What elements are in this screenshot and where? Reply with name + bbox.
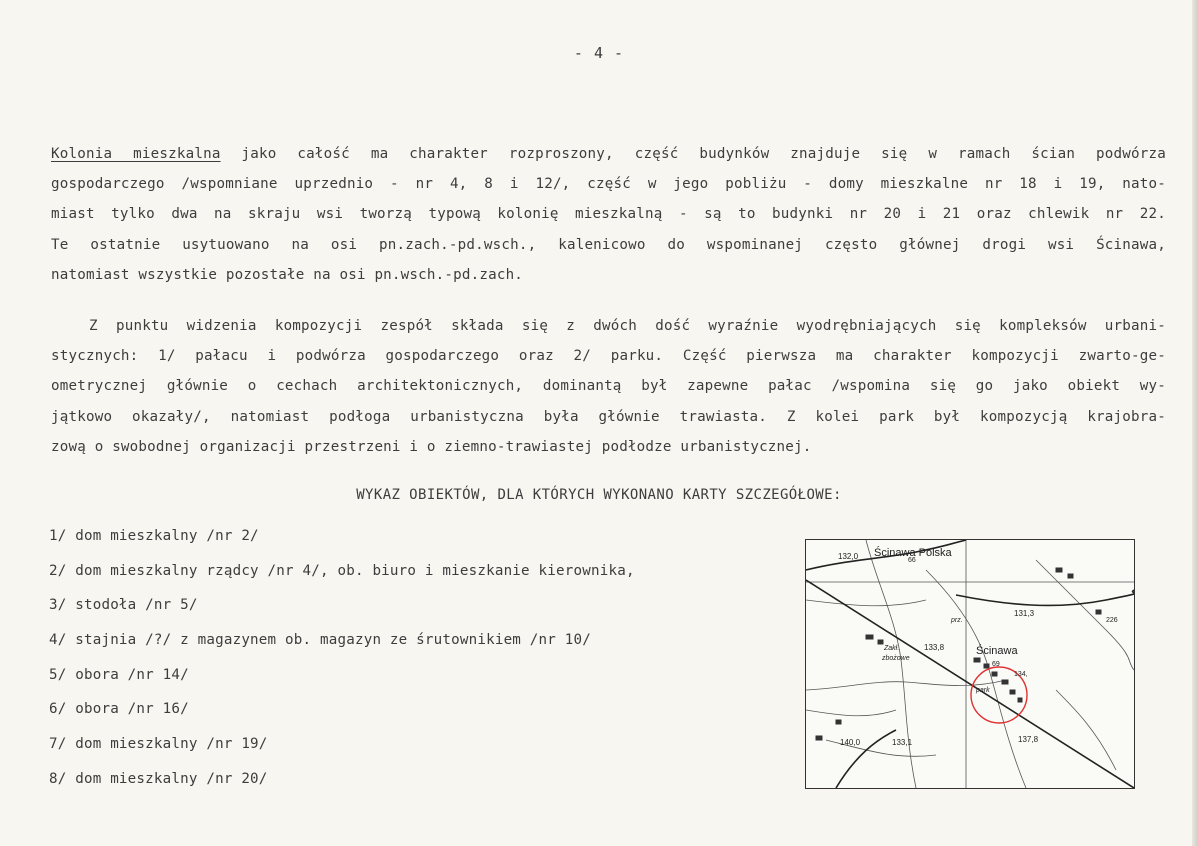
list-item: 4/ stajnia /?/ z magazynem ob. magazyn ze śrutownikiem /nr 10/ (49, 632, 591, 649)
paragraph-composition (51, 311, 1166, 462)
map-label: 140,0 (840, 738, 861, 747)
map-label: prz. (951, 617, 963, 624)
map-label: 132,0 (838, 552, 859, 561)
list-item: 3/ stodoła /nr 5/ (49, 597, 198, 614)
paragraph-line: Z punktu widzenia kompozycji zespół składa się z dwóch dość wyraźnie wyodrębniających się kompleksów urbani- (89, 318, 1166, 334)
page-number: - 4 - (573, 44, 625, 62)
map-label: 137,8 (1018, 735, 1039, 744)
list-item: 8/ dom mieszkalny /nr 20/ (49, 770, 268, 787)
paragraph-line: gospodarczego /wspomniane uprzednio - nr 4, 8 i 12/, część w jego pobliżu - domy mieszkalne nr 18 i 19, nato- (51, 176, 1166, 193)
map-label: Ścinawa Polska (874, 547, 952, 559)
map-label: 131,3 (1014, 609, 1035, 618)
paragraph-line: miast tylko dwa na skraju wsi tworzą typową kolonię mieszkalną - są to budynki nr 20 i 21 oraz chlewik nr 22. (51, 206, 1166, 223)
map-label: Ścinawa (976, 645, 1018, 657)
paragraph-line: Kolonia mieszkalna jako całość ma charakter rozproszony, część budynków znajduje się w ramach ścian podwórza (51, 146, 1166, 162)
list-item: 7/ dom mieszkalny /nr 19/ (49, 736, 268, 753)
paragraph-line: Te ostatnie usytuowano na osi pn.zach.-pd.wsch., kalenicowo do wspominanej często głównej drogi wsi Ścinawa, (51, 236, 1166, 253)
list-item: 2/ dom mieszkalny rządcy /nr 4/, ob. biuro i mieszkanie kierownika, (49, 562, 635, 579)
map-label: 133,8 (924, 643, 945, 652)
map-label: 226 (1106, 617, 1118, 624)
map-label: Zakł. (884, 645, 900, 652)
list-item: 5/ obora /nr 14/ (49, 666, 189, 683)
location-map (805, 539, 1135, 789)
map-label: 66 (908, 557, 916, 564)
map-label: 134, (1014, 671, 1028, 678)
scan-edge-shadow (1192, 0, 1198, 846)
paragraph-line: zową o swobodnej organizacji przestrzeni i o ziemno-trawiastej podłodze urbanistycznej. (51, 438, 812, 455)
topographic-map (806, 540, 1134, 788)
map-label: 69 (992, 661, 1000, 668)
list-item: 1/ dom mieszkalny /nr 2/ (49, 528, 259, 544)
paragraph-colony (51, 139, 1166, 290)
map-label: 133,1 (892, 738, 913, 747)
paragraph-line: jątkowo okazały/, natomiast podłoga urbanistyczna była głównie trawiasta. Z kolei park był kompozycją krajobra- (51, 408, 1166, 425)
objects-list-heading: WYKAZ OBIEKTÓW, DLA KTÓRYCH WYKONANO KARTY SZCZEGÓŁOWE: (356, 487, 842, 503)
list-item: 6/ obora /nr 16/ (49, 701, 189, 718)
map-label: zbożowe (882, 655, 910, 662)
objects-list (49, 524, 635, 802)
paragraph-line: ometrycznej głównie o cechach architektonicznych, dominantą był zapewne pałac /wspomina się go jako obiekt wy- (51, 378, 1166, 395)
map-label: park (976, 687, 990, 694)
section-lead-underlined: Kolonia mieszkalna (51, 146, 221, 162)
paragraph-line: natomiast wszystkie pozostałe na osi pn.wsch.-pd.zach. (51, 266, 524, 283)
paragraph-line: stycznych: 1/ pałacu i podwórza gospodarczego oraz 2/ parku. Część pierwsza ma charakter kompozycji zwarto-ge- (51, 348, 1166, 365)
